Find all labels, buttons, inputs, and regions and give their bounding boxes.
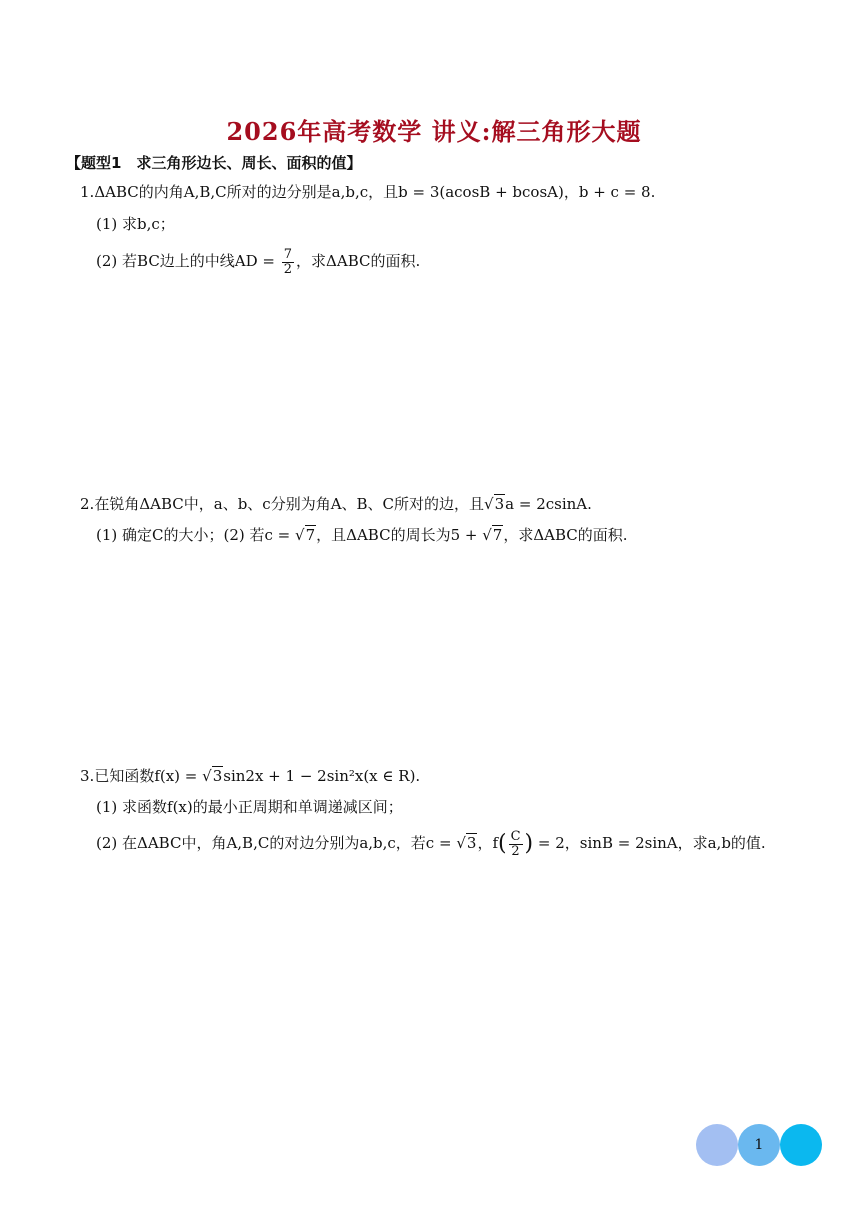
left-paren: ( <box>498 831 507 856</box>
fraction-denominator: 2 <box>511 843 520 859</box>
fraction-7-over-2 <box>282 248 294 277</box>
right-paren: ) <box>524 831 534 856</box>
decor-circle-left <box>696 1124 738 1166</box>
sqrt-3: √3 <box>484 495 505 513</box>
fraction-denominator: 2 <box>283 261 293 277</box>
problem-1-part-2-post: ，求ΔABC的面积. <box>296 252 421 270</box>
fraction-numerator: 7 <box>283 246 293 262</box>
fraction-c-over-2 <box>509 830 523 859</box>
problem-2-parts <box>96 524 628 546</box>
problem-2-text-pre: 在锐角ΔABC中，a、b、c分别为角A、B、C所对的边，且 <box>94 495 485 513</box>
sqrt-3: √3 <box>202 767 223 785</box>
section-heading: 【题型1 求三角形边长、周长、面积的值】 <box>66 154 362 172</box>
problem-1-part-1: (1) 求b,c； <box>96 215 175 233</box>
radicand: 3 <box>212 767 223 785</box>
problem-2-parts-post: ，求ΔABC的面积. <box>503 526 628 544</box>
problem-3-part-2-pre: (2) 在ΔABC中，角A,B,C的对边分别为a,b,c，若c = <box>96 834 457 852</box>
problem-1-part-2 <box>96 245 420 277</box>
problem-2-stem <box>80 493 592 515</box>
problem-3-text-post: sin2x + 1 − 2sin²x(x ∈ R). <box>223 767 421 785</box>
problem-1-stem <box>80 181 655 203</box>
sqrt-7: √7 <box>295 526 316 544</box>
problem-2-text-post: a = 2csinA. <box>505 495 592 513</box>
page-number-badge <box>696 1124 824 1168</box>
sqrt-7-perimeter: √7 <box>482 526 503 544</box>
page-number: 1 <box>754 1137 764 1153</box>
problem-3-part-2 <box>96 826 766 861</box>
problem-3-text-pre: 已知函数f(x) = <box>94 767 203 785</box>
problem-3-part-1: (1) 求函数f(x)的最小正周期和单调递减区间； <box>96 798 403 816</box>
problem-3-stem <box>80 765 420 787</box>
radicand: 3 <box>466 834 477 852</box>
page-title: 2026年高考数学 讲义:解三角形大题 <box>226 117 642 146</box>
problem-2-parts-pre: (1) 确定C的大小；(2) 若c = <box>96 526 296 544</box>
problem-2-number: 2. <box>80 495 95 513</box>
radicand: 3 <box>494 495 505 513</box>
problem-1-part-2-pre: (2) 若BC边上的中线AD = <box>96 252 280 270</box>
problem-3-number: 3. <box>80 767 95 785</box>
radicand: 7 <box>305 526 316 544</box>
problem-2-parts-mid: ，且ΔABC的周长为5 + <box>316 526 483 544</box>
problem-3-part-2-mid: ，f <box>477 834 498 852</box>
sqrt-3-c: √3 <box>456 834 477 852</box>
problem-1-number: 1. <box>80 183 95 201</box>
problem-1-text: ΔABC的内角A,B,C所对的边分别是a,b,c，且b = 3(acosB + bcosA)，b + c = 8. <box>94 183 656 201</box>
fraction-numerator: C <box>510 828 521 844</box>
problem-3-part-2-post: = 2，sinB = 2sinA，求a,b的值. <box>533 834 766 852</box>
radicand: 7 <box>492 526 503 544</box>
decor-circle-right <box>780 1124 822 1166</box>
